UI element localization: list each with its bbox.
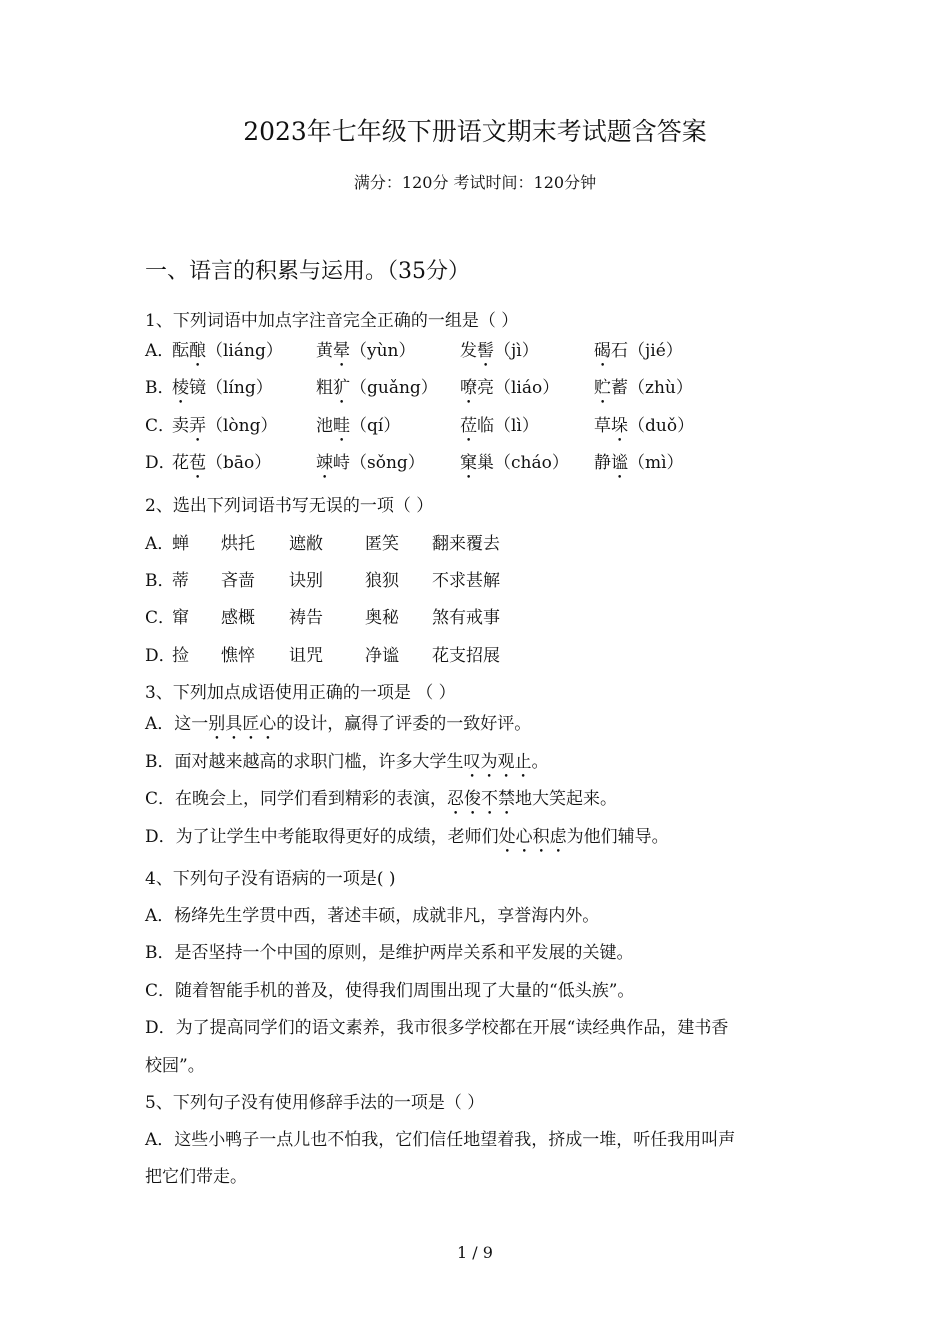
q1-word-item <box>316 340 416 371</box>
q1-word-item <box>172 340 283 371</box>
word-pinyin: （lòng） <box>206 416 278 436</box>
option-label: C． <box>145 608 176 628</box>
q1-word-item <box>594 377 693 408</box>
word-prefix: 草 <box>594 416 611 436</box>
q2-word: 匿笑 <box>365 534 399 554</box>
sentence-end: 。 <box>531 752 549 772</box>
q1-word-item <box>460 377 559 408</box>
sentence-end: 为他们辅导。 <box>566 827 669 847</box>
q5-stem: 5、下列句子没有使用修辞手法的一项是（ ） <box>145 1093 485 1113</box>
q2-word: 捡 <box>172 646 189 666</box>
q2-word: 煞有戒事 <box>432 608 500 628</box>
q2-word: 吝啬 <box>221 571 255 591</box>
option-label: A． <box>145 341 175 361</box>
dotted-char: 碣 <box>594 341 611 361</box>
q2-word: 奥秘 <box>365 608 399 628</box>
q1-word-item <box>594 340 683 371</box>
dotted-char: 苞 <box>189 453 206 473</box>
q4-option-b: B．是否坚持一个中国的原则，是维护两岸关系和平发展的关键。 <box>145 943 634 963</box>
sentence-start: A．这一 <box>145 714 209 734</box>
q2-word: 诀别 <box>289 571 323 591</box>
page-number: 1 / 9 <box>457 1243 493 1262</box>
q4-option-a: A．杨绛先生学贯中西，著述丰硕，成就非凡，享誉海内外。 <box>145 906 600 926</box>
word-prefix: 池 <box>316 416 333 436</box>
q3-option <box>145 751 549 782</box>
dotted-idiom: 忍俊不禁 <box>447 789 516 809</box>
word-pinyin: （qí） <box>350 416 401 436</box>
dotted-char: 棱 <box>172 378 189 398</box>
q2-word: 蒂 <box>172 571 189 591</box>
word-pinyin: （jì） <box>494 341 539 361</box>
sentence-start: D．为了让学生中考能取得更好的成绩，老师们 <box>145 827 499 847</box>
word-pinyin: （mì） <box>628 453 684 473</box>
word-prefix: 黄 <box>316 341 333 361</box>
q4-option-c: C．随着智能手机的普及，使得我们周围出现了大量的“低头族”。 <box>145 981 635 1001</box>
word-prefix: 酝 <box>172 341 189 361</box>
option-label: D． <box>145 453 176 473</box>
sentence-start: B．面对越来越高的求职门槛，许多大学生 <box>145 752 464 772</box>
word-pinyin: （duǒ） <box>628 416 695 436</box>
q1-word-item <box>316 415 400 446</box>
q1-word-item <box>594 452 684 483</box>
q1-option-row <box>145 415 175 437</box>
q2-word: 狼狈 <box>365 571 399 591</box>
dotted-char: 畦 <box>333 416 350 436</box>
q5-option-a: A．这些小鸭子一点儿也不怕我，它们信任地望着我，挤成一堆，听任我用叫声 <box>145 1130 736 1150</box>
sentence-end: 的设计，赢得了评委的一致好评。 <box>276 714 532 734</box>
q2-word: 烘托 <box>221 534 255 554</box>
q2-word: 翻来覆去 <box>432 534 500 554</box>
option-label: B． <box>145 571 175 591</box>
q2-word: 憔悴 <box>221 646 255 666</box>
word-pinyin: （guǎng） <box>350 378 438 398</box>
q2-word: 诅咒 <box>289 646 323 666</box>
word-pinyin: 镜（líng） <box>189 378 273 398</box>
q1-word-item <box>316 452 425 483</box>
sentence-start: C．在晚会上，同学们看到精彩的表演， <box>145 789 448 809</box>
option-label: D． <box>145 646 176 666</box>
q2-word: 感概 <box>221 608 255 628</box>
sentence-end: 地大笑起来。 <box>515 789 618 809</box>
q4-stem: 4、下列句子没有语病的一项是( ) <box>145 869 396 889</box>
q3-option <box>145 788 617 819</box>
q1-word-item <box>316 377 438 408</box>
word-pinyin: （bāo） <box>206 453 272 473</box>
dotted-char: 晕 <box>333 341 350 361</box>
q1-option-row <box>145 340 174 362</box>
q5-option-a-cont: 把它们带走。 <box>145 1167 247 1187</box>
page-title: 2023年七年级下册语文期末考试题含答案 <box>243 117 707 146</box>
q1-word-item <box>172 452 271 483</box>
q2-word: 净谧 <box>365 646 399 666</box>
q2-word: 不求甚解 <box>432 571 500 591</box>
q2-word: 花支招展 <box>432 646 500 666</box>
dotted-char: 垛 <box>611 416 628 436</box>
q1-word-item <box>594 415 694 446</box>
q1-word-item <box>460 415 539 446</box>
dotted-char: 莅 <box>460 416 477 436</box>
q4-option-d-cont: 校园”。 <box>145 1056 205 1076</box>
word-pinyin: 石（jié） <box>611 341 683 361</box>
word-prefix: 发 <box>460 341 477 361</box>
q4-option-d: D．为了提高同学们的语文素养，我市很多学校都在开展“读经典作品，建书香 <box>145 1018 729 1038</box>
q2-word: 蝉 <box>172 534 189 554</box>
dotted-char: 犷 <box>333 378 350 398</box>
dotted-char: 嘹 <box>460 378 477 398</box>
word-pinyin: （yùn） <box>350 341 416 361</box>
dotted-char: 弄 <box>189 416 206 436</box>
word-prefix: 静 <box>594 453 611 473</box>
option-label: A． <box>145 534 175 554</box>
dotted-char: 髻 <box>477 341 494 361</box>
q1-word-item <box>460 340 539 371</box>
q3-option <box>145 713 531 744</box>
word-pinyin: （liáng） <box>206 341 283 361</box>
q2-word: 遮敝 <box>289 534 323 554</box>
q3-option <box>145 826 669 857</box>
option-label: C． <box>145 416 176 436</box>
word-prefix: 粗 <box>316 378 333 398</box>
q1-word-item <box>172 377 273 408</box>
word-pinyin: 临（lì） <box>477 416 539 436</box>
dotted-char: 竦 <box>316 453 333 473</box>
dotted-idiom: 处心积虑 <box>498 827 567 847</box>
section-heading: 一、语言的积累与运用。（35分） <box>145 259 470 284</box>
q3-stem: 3、下列加点成语使用正确的一项是 （ ） <box>145 683 456 703</box>
word-prefix: 花 <box>172 453 189 473</box>
dotted-idiom: 别具匠心 <box>208 714 277 734</box>
q1-word-item <box>172 415 278 446</box>
option-label: B． <box>145 378 175 398</box>
dotted-char: 窠 <box>460 453 477 473</box>
q2-word: 祷告 <box>289 608 323 628</box>
word-pinyin: 巢（cháo） <box>477 453 569 473</box>
word-pinyin: 蓄（zhù） <box>611 378 693 398</box>
q1-word-item <box>460 452 569 483</box>
dotted-char: 贮 <box>594 378 611 398</box>
q2-stem: 2、选出下列词语书写无误的一项（ ） <box>145 496 434 516</box>
q2-word: 窜 <box>172 608 189 628</box>
word-prefix: 卖 <box>172 416 189 436</box>
word-pinyin: 亮（liáo） <box>477 378 560 398</box>
exam-meta: 满分：120分 考试时间：120分钟 <box>353 173 597 192</box>
word-pinyin: 峙（sǒng） <box>333 453 425 473</box>
dotted-idiom: 叹为观止 <box>463 752 532 772</box>
dotted-char: 谧 <box>611 453 628 473</box>
q1-option-row <box>145 377 175 399</box>
q1-stem: 1、下列词语中加点字注音完全正确的一组是（ ） <box>145 311 519 331</box>
dotted-char: 酿 <box>189 341 206 361</box>
